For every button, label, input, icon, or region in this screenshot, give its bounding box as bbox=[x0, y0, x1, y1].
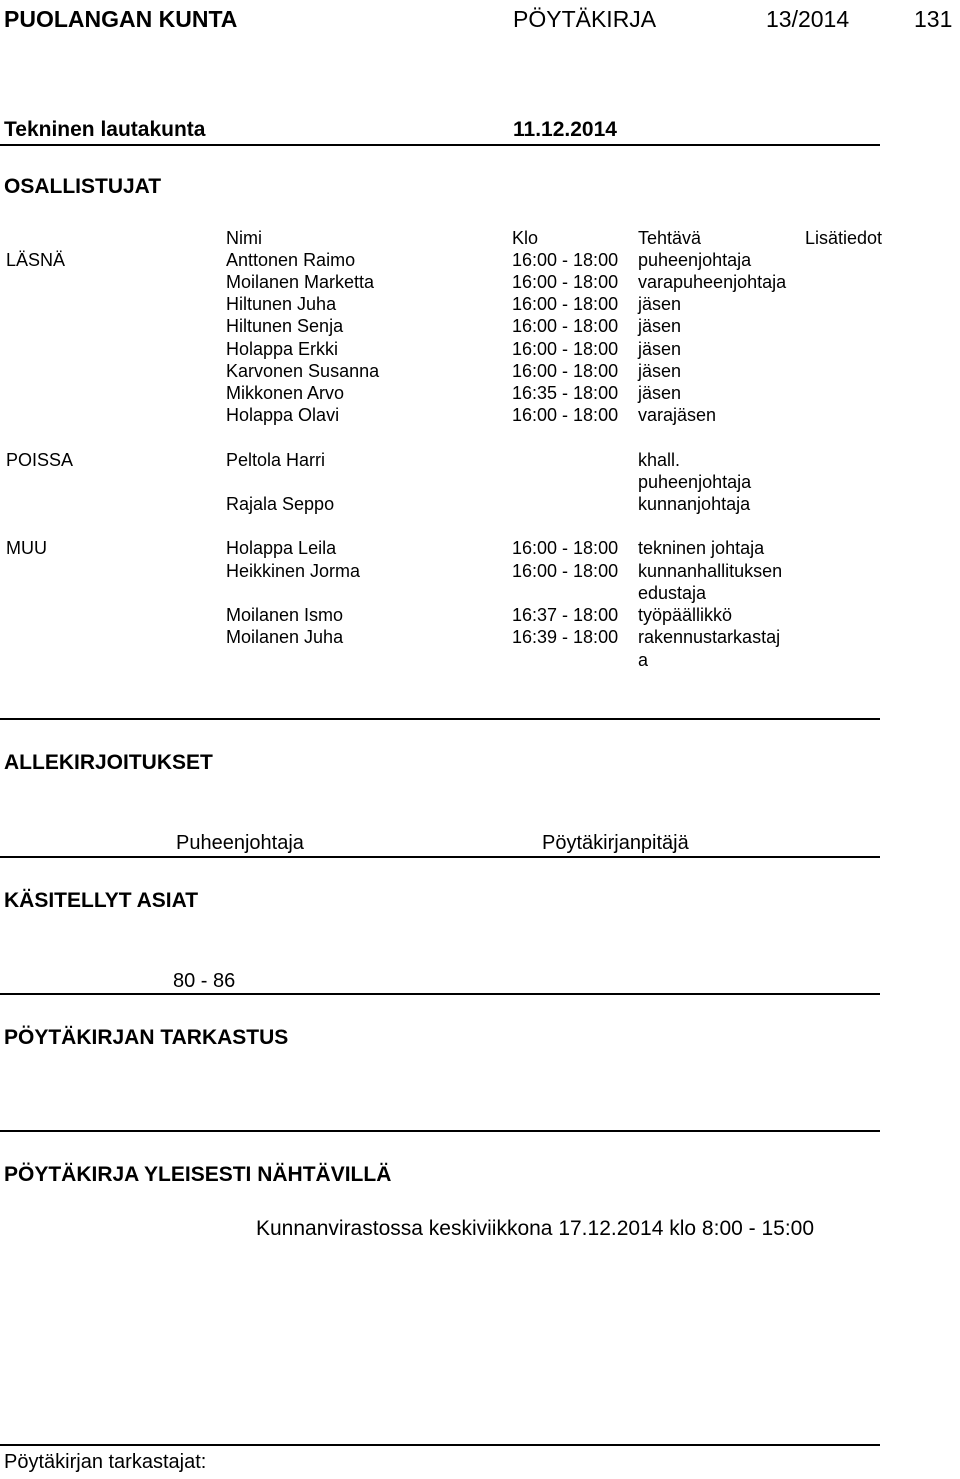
participant-role: kunnanhallituksen bbox=[638, 561, 783, 581]
signatures-title: ALLEKIRJOITUKSET bbox=[4, 751, 213, 774]
participant-role: jäsen bbox=[638, 339, 682, 359]
page-number: 131 bbox=[914, 6, 953, 32]
participant-name: Rajala Seppo bbox=[226, 494, 335, 514]
column-header-time: Klo bbox=[512, 228, 539, 248]
participant-role: jäsen bbox=[638, 294, 682, 314]
review-divider bbox=[0, 1130, 880, 1132]
participant-name: Hiltunen Senja bbox=[226, 316, 344, 336]
document-type: PÖYTÄKIRJA bbox=[513, 6, 657, 32]
reviewers-line bbox=[0, 1444, 880, 1446]
meeting-date: 11.12.2014 bbox=[513, 118, 617, 141]
participant-role: varajäsen bbox=[638, 405, 717, 425]
participant-role-continued: puheenjohtaja bbox=[638, 472, 752, 492]
participant-name: Heikkinen Jorma bbox=[226, 561, 361, 581]
participant-time: 16:35 - 18:00 bbox=[512, 383, 619, 403]
participant-name: Peltola Harri bbox=[226, 450, 326, 470]
participant-role: kunnanjohtaja bbox=[638, 494, 751, 514]
participant-role: työpäällikkö bbox=[638, 605, 733, 625]
participant-name: Holappa Leila bbox=[226, 538, 337, 558]
document-number: 13/2014 bbox=[766, 6, 850, 32]
signature-line bbox=[0, 856, 880, 858]
participant-time: 16:00 - 18:00 bbox=[512, 405, 619, 425]
participant-time: 16:00 - 18:00 bbox=[512, 316, 619, 336]
participant-time: 16:37 - 18:00 bbox=[512, 605, 619, 625]
participant-name: Mikkonen Arvo bbox=[226, 383, 345, 403]
review-title: PÖYTÄKIRJAN TARKASTUS bbox=[4, 1026, 289, 1049]
participant-role-continued: a bbox=[638, 650, 649, 670]
participant-name: Moilanen Marketta bbox=[226, 272, 375, 292]
participant-name: Holappa Erkki bbox=[226, 339, 339, 359]
participant-role: puheenjohtaja bbox=[638, 250, 752, 270]
participant-time: 16:00 - 18:00 bbox=[512, 294, 619, 314]
handled-items-title: KÄSITELLYT ASIAT bbox=[4, 889, 199, 912]
participant-name: Moilanen Ismo bbox=[226, 605, 344, 625]
participant-role: varapuheenjohtaja bbox=[638, 272, 787, 292]
participant-name: Hiltunen Juha bbox=[226, 294, 337, 314]
public-display-title: PÖYTÄKIRJA YLEISESTI NÄHTÄVILLÄ bbox=[4, 1163, 392, 1186]
column-header-role: Tehtävä bbox=[638, 228, 702, 248]
participant-role: jäsen bbox=[638, 316, 682, 336]
participant-time: 16:39 - 18:00 bbox=[512, 627, 619, 647]
participant-role: tekninen johtaja bbox=[638, 538, 765, 558]
column-header-name: Nimi bbox=[226, 228, 262, 248]
participant-time: 16:00 - 18:00 bbox=[512, 272, 619, 292]
other-label: MUU bbox=[6, 538, 47, 558]
participant-name: Holappa Olavi bbox=[226, 405, 340, 425]
participant-time: 16:00 - 18:00 bbox=[512, 361, 619, 381]
column-header-info: Lisätiedot bbox=[805, 228, 883, 248]
participant-role: rakennustarkastaj bbox=[638, 627, 781, 647]
participants-title: OSALLISTUJAT bbox=[4, 175, 162, 198]
participant-time: 16:00 - 18:00 bbox=[512, 538, 619, 558]
absent-label: POISSA bbox=[6, 450, 74, 470]
participant-name: Anttonen Raimo bbox=[226, 250, 356, 270]
participant-name: Moilanen Juha bbox=[226, 627, 344, 647]
public-display-text: Kunnanvirastossa keskiviikkona 17.12.2014 klo 8:00 - 15:00 bbox=[256, 1217, 815, 1240]
items-divider bbox=[0, 993, 880, 995]
participant-time: 16:00 - 18:00 bbox=[512, 250, 619, 270]
participant-name: Karvonen Susanna bbox=[226, 361, 380, 381]
participant-role: khall. bbox=[638, 450, 681, 470]
participant-role-continued: edustaja bbox=[638, 583, 707, 603]
committee-name: Tekninen lautakunta bbox=[4, 118, 206, 141]
handled-items-range: 80 - 86 bbox=[173, 970, 236, 992]
participant-role: jäsen bbox=[638, 383, 682, 403]
secretary-signature-label: Pöytäkirjanpitäjä bbox=[542, 832, 689, 854]
chair-signature-label: Puheenjohtaja bbox=[176, 832, 304, 854]
participant-time: 16:00 - 18:00 bbox=[512, 339, 619, 359]
reviewers-label: Pöytäkirjan tarkastajat: bbox=[4, 1451, 207, 1473]
present-label: LÄSNÄ bbox=[6, 250, 66, 270]
header-divider bbox=[0, 144, 880, 146]
participant-role: jäsen bbox=[638, 361, 682, 381]
municipality-name: PUOLANGAN KUNTA bbox=[4, 6, 238, 32]
participants-divider bbox=[0, 718, 880, 720]
participant-time: 16:00 - 18:00 bbox=[512, 561, 619, 581]
